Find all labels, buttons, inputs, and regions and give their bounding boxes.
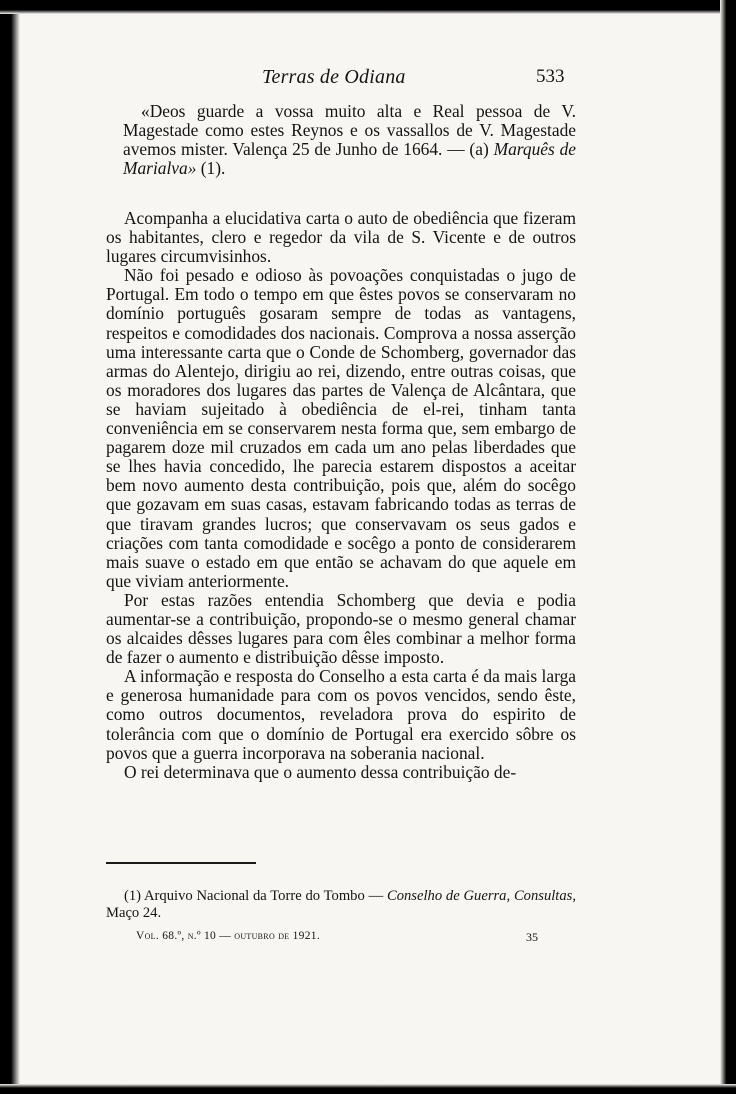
footnote-paragraph [106,888,576,922]
footnote-item: , Maço 24. [106,888,576,921]
footnote-text: (1) Arquivo Nacional da Torre do Tombo — [124,888,387,904]
paragraph: Por estas razões entendia Schomberg que devia e podia aumentar-se a contribuição, propondo-se o mesmo general chamar os alcaides dêsses lugares para com êles combinar a melhor forma de fazer o aumento e distribuição dêsse imposto. [106,589,576,668]
page-header [0,66,736,90]
scan-border-top [0,0,736,14]
issue-info: Vol. 68.º, n.º 10 — outubro de 1921. [136,930,321,942]
footnote [106,888,576,922]
quote-paragraph [123,102,576,178]
scan-border-left [0,0,20,1094]
paragraph: O rei determinava que o aumento dessa contribuição de- [124,761,517,782]
footnote-source: Conselho de Guerra, Consultas [386,888,573,904]
quote-footnote-ref: (1). [196,158,226,179]
sheet-number: 35 [526,930,538,944]
quote-signature: Marquês de Marialva» [123,139,577,179]
body-text [106,209,576,782]
quoted-letter [123,102,576,178]
scan-border-bottom [0,1084,736,1094]
scan-border-right [720,0,736,1094]
paragraph: Acompanha a elucidativa carta o auto de obediência que fizeram os habitantes, clero e regedor da vila de S. Vicente e de outros lugares circumvisinhos. [106,208,576,267]
paragraph: Não foi pesado e odioso às povoações conquistadas o jugo de Portugal. Em todo o tempo em que êstes povos se conservaram no domínio português gosaram sempre de todas as vantagens, respeitos e comodidades dos nacionais. Comprova a nossa asserção uma interessante carta que o Conde de Schomberg, governador das armas do Alentejo, dirigiu ao rei, dizendo, entre outras coisas, que os moradores dos lugares das partes de Valença de Alcântara, que se haviam sujeitado à obediência de el-rei, tinham tanta conveniência em se conservarem nesta forma que, sem embargo de pagarem doze mil cruzados em cada um ano pelas liberdades que se lhes havia concedido, lhe parecia estarem dispostos a aceitar bem novo aumento desta contribuição, pois que, além do socêgo que gozavam em suas casas, estavam fabricando todas as terras de que tiravam grandes lucros; que conservavam os seus gados e criações com tanta comodidade e socêgo a ponto de considerarem mais suave o estado em que então se achavam do que aquele em que viviam anteriormente. [106,265,576,591]
imprint-line [106,930,576,948]
quote-text: «Deos guarde a vossa muito alta e Real pessoa de V. Magestade como estes Reynos e os vassallos de V. Magestade avemos mister. Valença 25 de Junho de 1664. — (a) [123,101,576,160]
running-title: Terras de Odiana [262,66,406,88]
paragraph: A informação e resposta do Conselho a esta carta é da mais larga e generosa humanidade para com os povos vencidos, sendo êste, como outros documentos, reveladora prova do espirito de tolerância com que o domínio de Portugal era exercido sôbre os povos que a guerra incorporava na soberania nacional. [106,666,576,763]
footnote-divider [106,862,256,864]
page-number: 533 [536,66,565,87]
